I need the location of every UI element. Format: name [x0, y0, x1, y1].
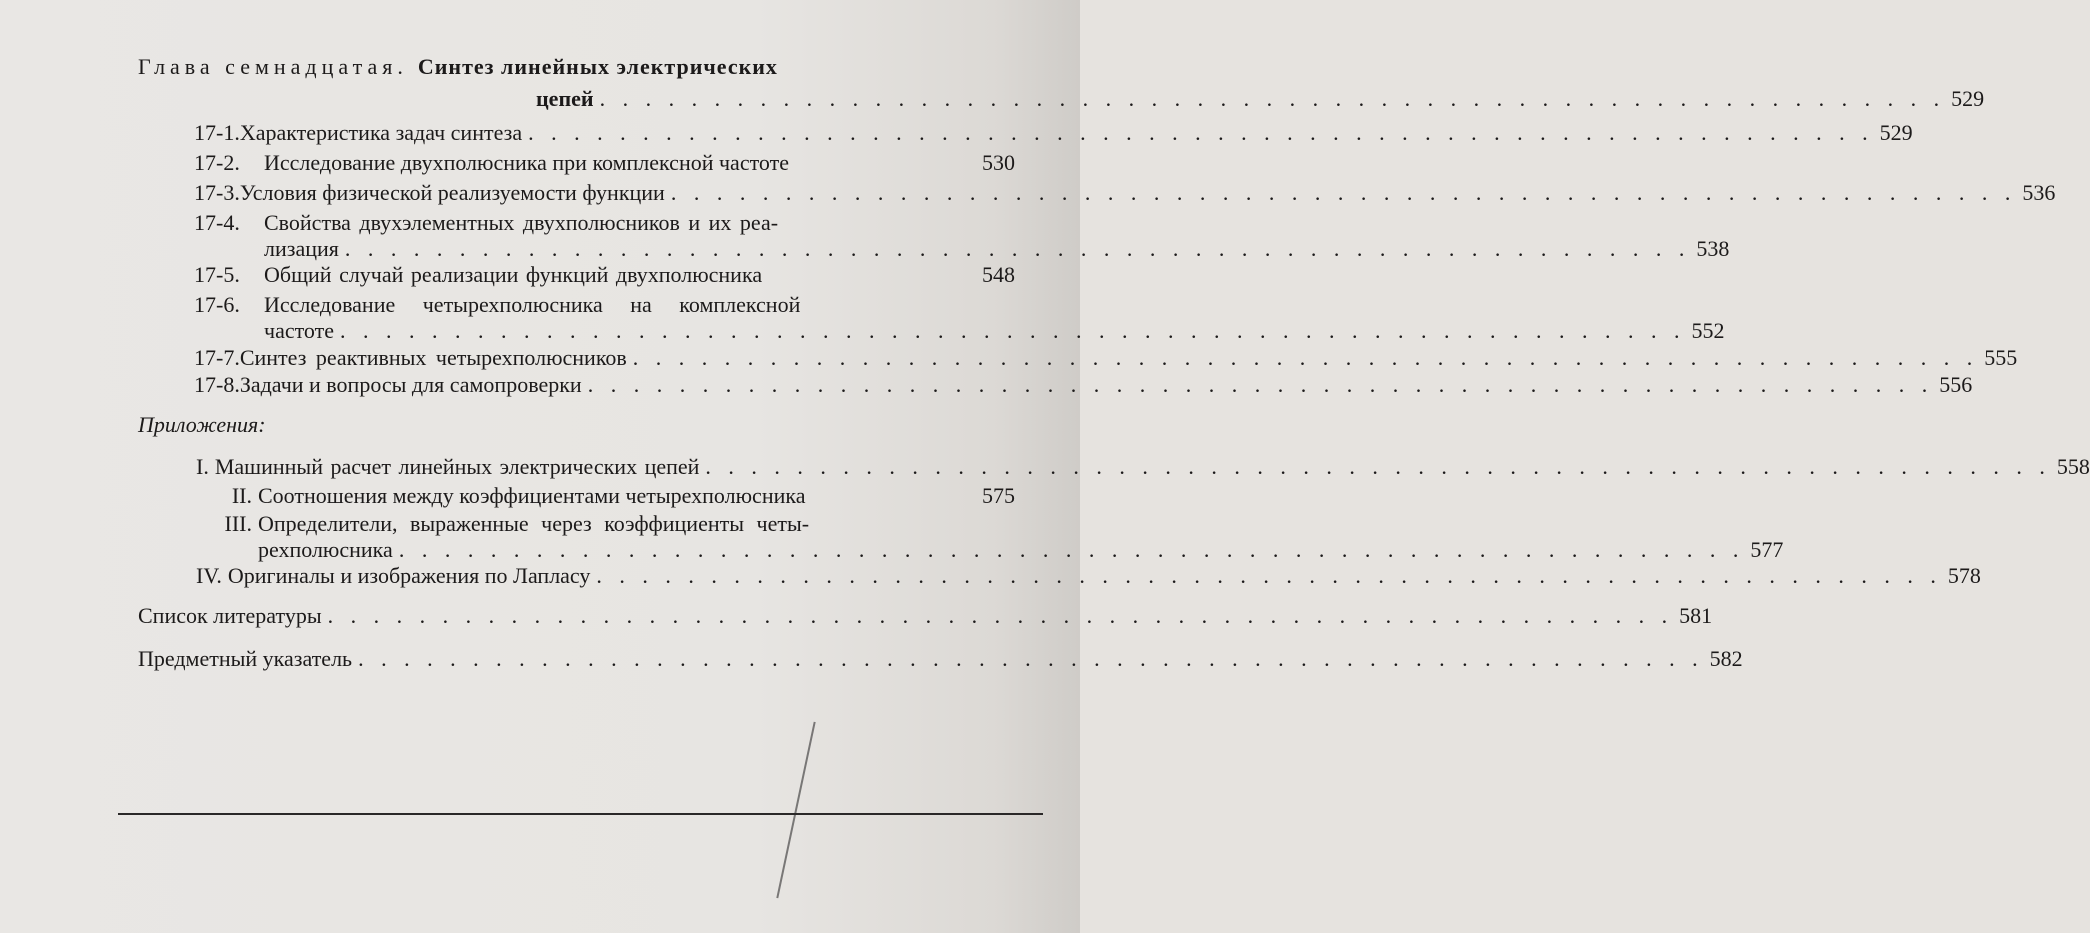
appendix-title: Соотношения между коэффициентами четырехполюсника — [258, 483, 806, 508]
toc-entry-17-8[interactable] — [194, 368, 1973, 398]
leader-dots: . . . . . . . . . . . . . . . . . . . . . . . . . . . . . . . . . . . . . . . . . . . . . . . . . . . . . . . . . . . — [340, 318, 1686, 343]
leader-dots: . . . . . . . . . . . . . . . . . . . . . . . . . . . . . . . . . . . . . . . . . . . . . . . . . . . . . . . . . . . — [670, 180, 2017, 205]
appendix-page: 575 — [982, 483, 1015, 508]
references-entry[interactable] — [138, 599, 1713, 629]
section-number: 17-3. — [194, 180, 240, 205]
section-page: 536 — [2022, 180, 2056, 205]
pen-mark — [776, 722, 815, 898]
leader-dots: . . . . . . . . . . . . . . . . . . . . . . . . . . . . . . . . . . . . . . . . . . . . . . . . . . . . . . . . . . . — [358, 646, 1704, 671]
chapter-prefix: Глава семнадцатая. — [138, 54, 408, 79]
appendix-entry-4[interactable] — [196, 559, 1981, 589]
section-title: Исследование двухполюсника при комплексной частоте — [264, 150, 789, 175]
appendix-title: Оригиналы и изображения по Лапласу — [227, 563, 591, 588]
toc-entry-17-6-cont[interactable] — [264, 314, 1725, 344]
appendix-title-cont: рехполюсника — [258, 537, 393, 562]
toc-entry-17-2[interactable] — [194, 146, 1015, 176]
references-title: Список литературы — [138, 603, 322, 628]
appendix-number: II. — [231, 483, 252, 508]
leader-dots: . . . . . . . . . . . . . . . . . . . . . . . . . . . . . . . . . . . . . . . . . . . . . . . . . . . . . . . . . . . — [587, 372, 1934, 397]
section-page: 538 — [1696, 236, 1730, 261]
leader-dots: . . . . . . . . . . . . . . . . . . . . . . . . . . . . . . . . . . . . . . . . . . . . . . . . . . . . . . . . . . . — [398, 537, 1745, 562]
section-title: Общий случай реализации функций двухполюсника — [264, 262, 763, 287]
appendix-entry-2[interactable] — [196, 479, 1015, 509]
appendix-heading-line — [138, 408, 538, 438]
section-page: 555 — [1984, 345, 2018, 370]
appendix-number: III. — [224, 511, 252, 536]
toc-entry-17-7[interactable] — [194, 341, 2018, 371]
leader-dots: . . . . . . . . . . . . . . . . . . . . . . . . . . . . . . . . . . . . . . . . . . . . . . . . . . . . . . . . . . . — [596, 563, 1942, 588]
section-number: 17-6. — [194, 292, 240, 317]
chapter-heading-line1 — [138, 50, 1015, 80]
section-title: Свойства двухэлементных двухполюсников и их реа- — [264, 210, 779, 235]
section-page: 548 — [982, 262, 1015, 287]
index-entry[interactable] — [138, 642, 1743, 672]
section-number: 17-2. — [194, 150, 240, 175]
leader-dots: . . . . . . . . . . . . . . . . . . . . . . . . . . . . . . . . . . . . . . . . . . . . . . . . . . . . . . . . . . . — [632, 345, 1979, 370]
section-number: 17-4. — [194, 210, 240, 235]
section-title: Синтез реактивных четырехполюсников — [239, 345, 627, 370]
section-number: 17-1. — [194, 120, 240, 145]
appendix-entry-1[interactable] — [196, 450, 2090, 480]
references-page: 581 — [1679, 603, 1713, 628]
appendix-heading: Приложения: — [138, 412, 266, 437]
section-page: 556 — [1939, 372, 1973, 397]
section-number: 17-5. — [194, 262, 240, 287]
section-title: Условия физической реализуемости функции — [239, 180, 665, 205]
appendix-number: IV. — [196, 563, 222, 588]
section-number: 17-7. — [194, 345, 240, 370]
chapter-page: 529 — [1951, 86, 1985, 111]
section-title-cont: частоте — [264, 318, 335, 343]
leader-dots: . . . . . . . . . . . . . . . . . . . . . . . . . . . . . . . . . . . . . . . . . . . . . . . . . . . . . . . . . . . — [344, 236, 1691, 261]
section-number: 17-8. — [194, 372, 240, 397]
leader-dots: . . . . . . . . . . . . . . . . . . . . . . . . . . . . . . . . . . . . . . . . . . . . . . . . . . . . . . . . . . . — [705, 454, 2051, 479]
appendix-page: 578 — [1947, 563, 1981, 588]
appendix-page: 558 — [2056, 454, 2090, 479]
leader-dots: . . . . . . . . . . . . . . . . . . . . . . . . . . . . . . . . . . . . . . . . . . . . . . . . . . . . . . . . . . . — [599, 86, 1946, 111]
toc-entry-17-5[interactable] — [194, 258, 1015, 288]
leader-dots: . . . . . . . . . . . . . . . . . . . . . . . . . . . . . . . . . . . . . . . . . . . . . . . . . . . . . . . . . . . — [528, 120, 1874, 145]
section-title: Характеристика задач синтеза — [239, 120, 523, 145]
section-title: Исследование четырехполюсника на комплексной — [264, 292, 801, 317]
section-title-cont: лизация — [264, 236, 339, 261]
chapter-title-cont: цепей — [536, 86, 594, 111]
appendix-number: I. — [196, 454, 209, 479]
index-title: Предметный указатель — [138, 646, 353, 671]
section-page: 530 — [982, 150, 1015, 175]
footer-rule — [118, 813, 1043, 815]
appendix-page: 577 — [1750, 537, 1784, 562]
appendix-title: Определители, выраженные через коэффициенты четы- — [258, 511, 810, 536]
toc-entry-17-1[interactable] — [194, 116, 1913, 146]
appendix-title: Машинный расчет линейных электрических цепей — [214, 454, 700, 479]
toc-entry-17-3[interactable] — [194, 176, 2056, 206]
chapter-heading-line2[interactable] — [536, 82, 1985, 112]
section-page: 529 — [1879, 120, 1913, 145]
section-page: 552 — [1691, 318, 1725, 343]
chapter-title: Синтез линейных электрических — [417, 54, 778, 79]
section-title: Задачи и вопросы для самопроверки — [239, 372, 582, 397]
index-page: 582 — [1709, 646, 1743, 671]
leader-dots: . . . . . . . . . . . . . . . . . . . . . . . . . . . . . . . . . . . . . . . . . . . . . . . . . . . . . . . . . . . — [327, 603, 1674, 628]
